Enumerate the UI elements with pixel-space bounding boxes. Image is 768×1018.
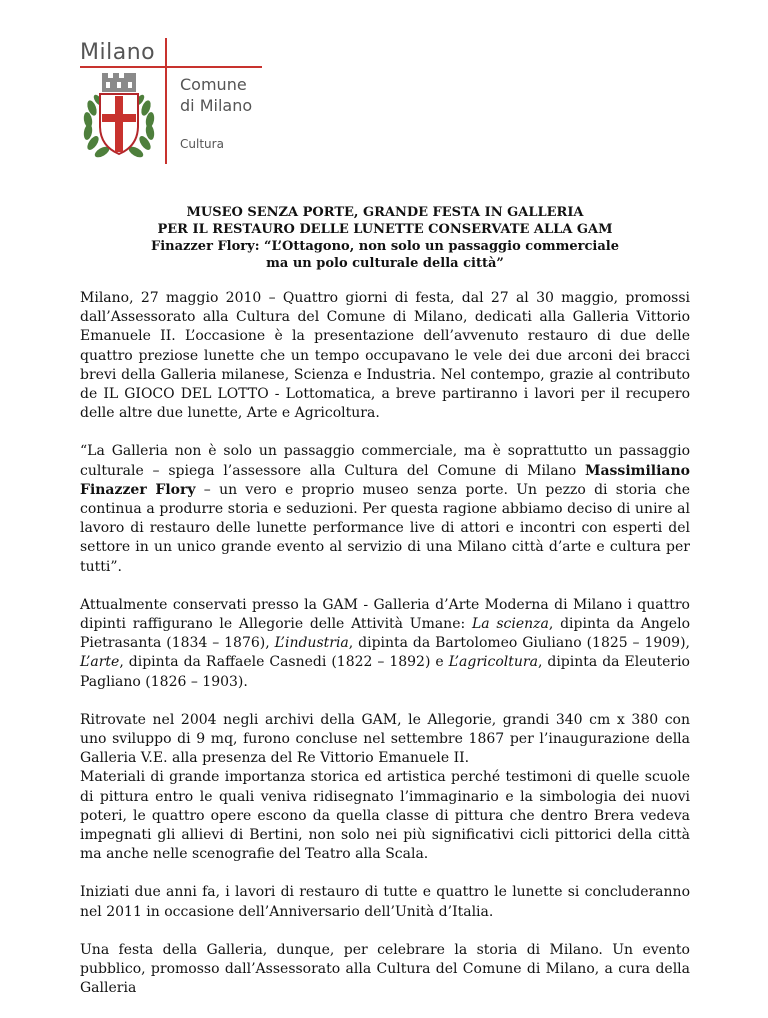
press-release-headline	[80, 204, 690, 272]
work-title: L’arte	[80, 654, 120, 671]
headline-line-4: ma un polo culturale della città”	[266, 256, 504, 271]
headline-line-3: Finazzer Flory: “L’Ottagono, non solo un passaggio commerciale	[151, 239, 619, 254]
work-title: La scienza	[471, 616, 549, 633]
headline-line-1: MUSEO SENZA PORTE, GRANDE FESTA IN GALLERIA	[186, 205, 584, 220]
paragraph-5: Materiali di grande importanza storica ed artistica perché testimoni di quelle scuole di pittura entro le quali veniva ridisegnato l’immaginario e la simbologia dei nuovi poteri, le quattro opere escono da quella classe di pittura che dentro Brera vedeva impegnati gli allievi di Bertini, non solo nei più significativi cicli pittorici della città ma anche nelle scenografie del Teatro alla Scala.	[80, 769, 690, 863]
paragraph-7: Una festa della Galleria, dunque, per celebrare la storia di Milano. Un evento pubblico, promosso dall’Assessorato alla Cultura del Comune di Milano, a cura della Galleria	[80, 941, 690, 997]
assessore-name: Massimiliano Finazzer Flory	[80, 462, 690, 498]
logo-divider-horizontal	[80, 66, 262, 68]
paragraph-1: Milano, 27 maggio 2010 – Quattro giorni di festa, dal 27 al 30 maggio, promossi dall’Assessorato alla Cultura del Comune di Milano, dedicati alla Galleria Vittorio Emanuele II. L’occasione è la presentazione dell’avvenuto restauro di due delle quattro preziose lunette che un tempo occupavano le vele dei due arconi dei bracci brevi della Galleria milanese, Scienza e Industria. Nel contempo, grazie al contributo de IL GIOCO DEL LOTTO - Lottomatica, a breve partiranno i lavori per il recupero delle altre due lunette, Arte e Agricoltura.	[80, 290, 690, 422]
milano-crest-logo	[78, 70, 160, 164]
logo-wordmark: Milano	[80, 40, 156, 65]
work-title: L’industria	[274, 635, 349, 652]
paragraph-6: Iniziati due anni fa, i lavori di restauro di tutte e quattro le lunette si concluderanno nel 2011 in occasione dell’Anniversario dell’Unità d’Italia.	[80, 884, 690, 920]
comune-di-milano-label: Comune di Milano	[180, 75, 253, 115]
article-body	[80, 289, 690, 1018]
logo-divider-vertical	[165, 38, 167, 164]
paragraph-2: “La Galleria non è solo un passaggio commerciale, ma è soprattutto un passaggio culturale – spiega l’assessore alla Cultura del Comune di Milano Massimiliano Finazzer Flory – un vero e proprio museo senza porte. Un pezzo di storia che continua a produrre storia e seduzioni. Per questa ragione abbiamo deciso di unire al lavoro di restauro delle lunette performance live di attori e incontri con esperti del settore in un unico grande evento al servizio di una Milano città d’arte e cultura per tutti”.	[80, 443, 690, 575]
work-title: L’agricoltura	[448, 654, 538, 671]
headline-line-2: PER IL RESTAURO DELLE LUNETTE CONSERVATE ALLA GAM	[157, 222, 613, 237]
paragraph-4: Ritrovate nel 2004 negli archivi della GAM, le Allegorie, grandi 340 cm x 380 con uno sviluppo di 9 mq, furono concluse nel settembre 1867 per l’inaugurazione della Galleria V.E. alla presenza del Re Vittorio Emanuele II.	[80, 711, 690, 767]
department-label: Cultura	[180, 137, 224, 151]
paragraph-3: Attualmente conservati presso la GAM - Galleria d’Arte Moderna di Milano i quattro dipinti raffigurano le Allegorie delle Attività Umane: La scienza, dipinta da Angelo Pietrasanta (1834 – 1876), L’industria, dipinta da Bartolomeo Giuliano (1825 – 1909), L’arte, dipinta da Raffaele Casnedi (1822 – 1892) e L’agricoltura, dipinta da Eleuterio Pagliano (1826 – 1903).	[80, 596, 691, 690]
